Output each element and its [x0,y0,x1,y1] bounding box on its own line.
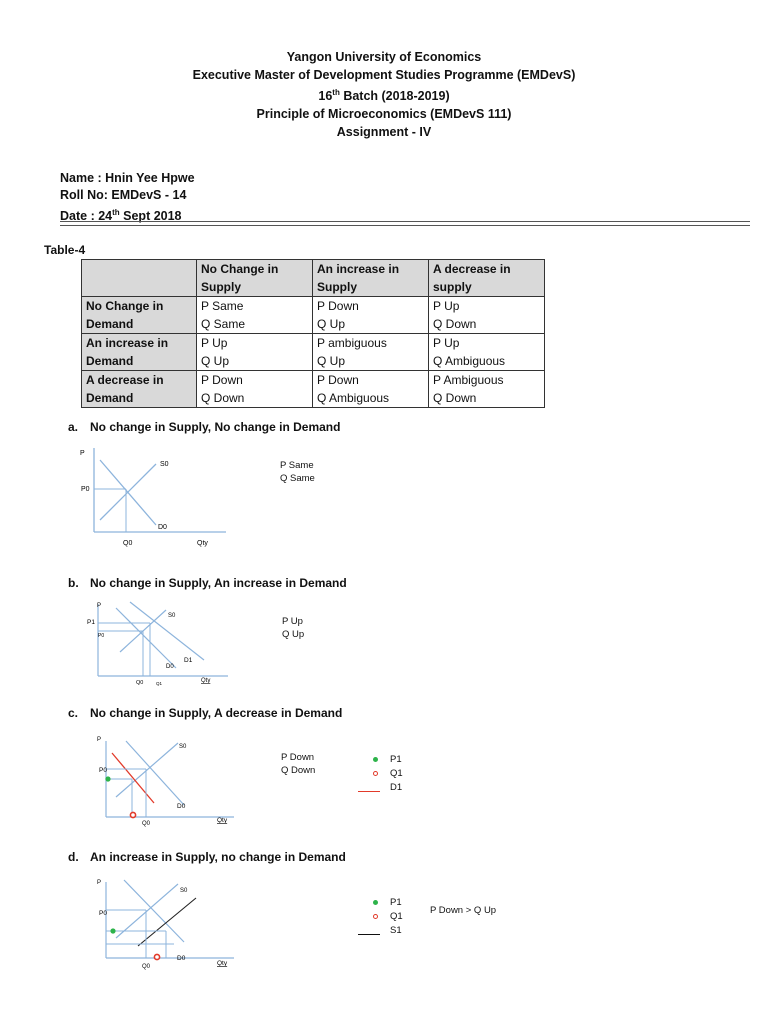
divider-bottom [60,225,750,226]
label-s0: S0 [179,744,187,750]
col-header: A decrease in supply [429,260,545,297]
table-cell: P Same Q Same [197,297,313,334]
roll-number: Roll No: EMDevS - 14 [60,188,187,202]
green-dot-icon [373,757,378,762]
university-name: Yangon University of Economics [286,50,482,64]
demand-curve-d0 [116,608,176,668]
label-d0: D0 [166,664,174,670]
row-header: A decrease in Demand [82,371,197,408]
legend-q1: Q1 [358,910,403,924]
label-s0: S0 [180,888,188,894]
section-c-title: c. No change in Supply, A decrease in Demand [68,706,343,720]
label-p0: P0 [98,633,105,639]
table-cell: P Ambiguous Q Down [429,371,545,408]
p1-marker [110,928,115,933]
date-rest: Sept 2018 [119,209,182,223]
label-qty: Qty [217,817,228,824]
legend-s1: S1 [358,924,403,938]
p1-marker [105,776,110,781]
student-name: Name : Hnin Yee Hpwe [60,171,195,185]
label-d0: D0 [177,955,186,962]
batch-number: 16 [318,89,333,103]
date-prefix: Date : 24 [60,209,113,223]
programme-name: Executive Master of Development Studies Programme (EMDevS) [192,68,576,82]
red-dot-icon [373,771,378,776]
red-dot-icon [373,914,378,919]
label-qty: Qty [201,678,211,684]
supply-curve-s0 [100,464,156,520]
label-q1: Q1 [156,681,163,686]
label-d0: D0 [158,524,167,531]
table-cell: P Up Q Down [429,297,545,334]
section-b-title: b. No change in Supply, An increase in Demand [68,576,347,590]
table-row [82,334,545,371]
col-header: No Change in Supply [197,260,313,297]
black-line-icon [358,934,380,935]
batch-superscript: th [332,88,340,97]
section-d-legend [358,896,403,938]
graph-a [70,440,240,552]
section-b-note: P Up Q Up [282,616,305,640]
table-row [82,297,545,334]
label-q0: Q0 [142,821,151,827]
divider-top [60,221,750,222]
label-q0: Q0 [136,680,144,686]
graph-d [84,870,244,970]
col-header: An increase in Supply [313,260,429,297]
red-line-icon [358,791,380,792]
axis-label-p: P [80,450,85,457]
legend-d1: D1 [358,781,403,795]
label-q0: Q0 [123,540,133,547]
row-header: An increase in Demand [82,334,197,371]
legend-p1: P1 [358,896,403,910]
table-cell: P ambiguous Q Up [313,334,429,371]
q1-marker [130,812,135,817]
supply-demand-table [81,259,545,408]
document-header [0,48,768,141]
axis-label-p: P [97,737,102,743]
label-p1: P1 [87,619,95,626]
label-d0: D0 [177,803,186,810]
axis-label-p: P [97,603,102,609]
supply-curve-s0 [116,884,178,938]
supply-curve-s1 [138,898,196,946]
table-row [82,371,545,408]
label-qty: Qty [197,540,208,547]
table-cell: P Down Q Down [197,371,313,408]
table-corner-cell [82,260,197,297]
graph-b [80,596,240,688]
label-p0: P0 [81,486,90,493]
section-d-title: d. An increase in Supply, no change in Demand [68,850,346,864]
label-s0: S0 [160,461,169,468]
date-superscript: th [112,208,120,217]
q1-marker [154,954,159,959]
demand-curve-d0 [126,741,184,805]
label-q0: Q0 [142,964,151,970]
green-dot-icon [373,900,378,905]
label-p0: P0 [99,767,107,774]
row-header: No Change in Demand [82,297,197,334]
section-a-title: a. No change in Supply, No change in Demand [68,420,341,434]
axis-label-p: P [97,880,102,886]
label-d1: D1 [184,657,193,664]
legend-q1: Q1 [358,767,403,781]
table-header-row [82,260,545,297]
graph-c [84,727,244,827]
batch-line [0,84,768,105]
section-c-note: P Down Q Down [281,752,316,776]
section-d-result: P Down > Q Up [430,905,497,916]
table-label: Table-4 [44,243,86,257]
course-name: Principle of Microeconomics (EMDevS 111) [256,107,512,121]
section-c-legend [358,753,403,795]
label-p0: P0 [99,910,107,917]
label-qty: Qty [217,960,228,967]
table-cell: P Up Q Ambiguous [429,334,545,371]
label-s0: S0 [168,613,176,619]
table-cell: P Down Q Up [313,297,429,334]
batch-years: Batch (2018-2019) [339,89,450,103]
table-cell: P Up Q Up [197,334,313,371]
assignment-title: Assignment - IV [336,125,432,139]
table-cell: P Down Q Ambiguous [313,371,429,408]
student-info [60,170,195,225]
legend-p1: P1 [358,753,403,767]
section-a-note: P Same Q Same [280,460,315,484]
